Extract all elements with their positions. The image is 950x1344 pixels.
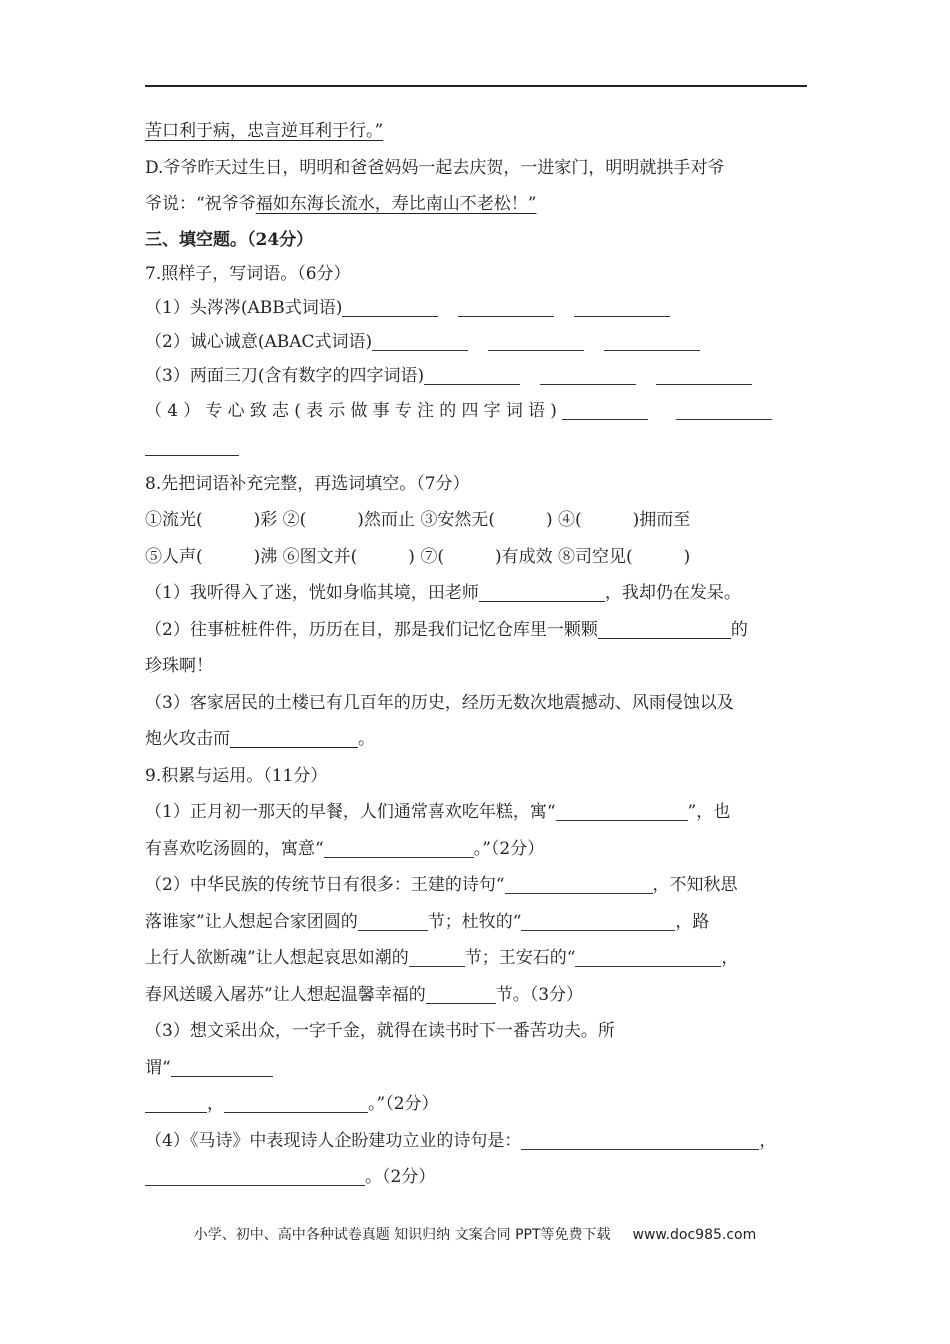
question-7-4: （4）专心致志(表示做事专注的四字词语): [145, 393, 810, 430]
question-7-4-continued: [145, 429, 810, 466]
question-9-3-continued-2: ， 。”（2分）: [145, 1086, 810, 1123]
answer-blank[interactable]: [145, 1094, 207, 1113]
answer-blank[interactable]: [488, 332, 584, 351]
question-9-1-continued: 有喜欢吃汤圆的，寓意“ 。”（2分）: [145, 838, 545, 859]
question-9: 9.积累与运用。（11分）: [145, 765, 328, 786]
question-8-1: （1）我听得入了迷，恍如身临其境，田老师 ，我却仍在发呆。: [145, 583, 741, 603]
answer-blank[interactable]: [604, 332, 700, 351]
question-9-2-continued-3: 春风送暖入屠苏”让人想起温馨幸福的 节。（3分）: [145, 984, 584, 1005]
question-7-1: （1）头涔涔(ABB式词语): [145, 291, 810, 325]
option-c-continued: 苦口利于病，忠言逆耳利于行。”: [145, 121, 384, 141]
answer-blank[interactable]: [171, 1058, 273, 1077]
answer-blank[interactable]: [479, 583, 605, 602]
footer-text: 小学、初中、高中各种试卷真题 知识归纳 文案合同 PPT等免费下载: [193, 1227, 611, 1243]
question-8: 8.先把词语补充完整，再选词填空。（7分）: [145, 473, 470, 494]
answer-blank[interactable]: [145, 437, 239, 456]
option-d: D.爷爷昨天过生日，明明和爸爸妈妈一起去庆贺，一进家门，明明就拱手对爷: [145, 157, 725, 178]
question-8-2: （2）往事桩桩件件，历历在目，那是我们记忆仓库里一颗颗 的: [145, 619, 748, 640]
answer-blank[interactable]: [372, 332, 468, 351]
header-rule: [145, 85, 807, 87]
answer-blank[interactable]: [426, 985, 496, 1004]
question-8-words-row-1: ①流光( )彩 ②( )然而止 ③安然无( ) ④( )拥而至: [145, 510, 691, 530]
answer-blank[interactable]: [358, 912, 428, 931]
answer-blank[interactable]: [562, 401, 648, 420]
answer-blank[interactable]: [575, 948, 721, 967]
question-9-3-continued-1: 谓“: [145, 1050, 810, 1087]
question-9-1: （1）正月初一那天的早餐，人们通常喜欢吃年糕，寓“ ”，也: [145, 802, 731, 822]
question-8-3: （3）客家居民的土楼已有几百年的历史，经历无数次地震撼动、风雨侵蚀以及: [145, 692, 734, 713]
footer-url[interactable]: www.doc985.com: [632, 1227, 757, 1243]
question-8-2-continued: 珍珠啊！: [145, 656, 213, 676]
answer-blank[interactable]: [230, 729, 358, 748]
answer-blank[interactable]: [656, 366, 752, 385]
question-7-3: （3）两面三刀(含有数字的四字词语): [145, 359, 810, 393]
answer-blank[interactable]: [556, 802, 688, 821]
answer-blank[interactable]: [224, 1094, 368, 1113]
answer-blank[interactable]: [598, 620, 731, 639]
question-9-4-continued: 。（2分）: [145, 1159, 810, 1196]
question-8-3-continued: 炮火攻击而 。: [145, 729, 375, 749]
option-d-continued: 爷说：“祝爷爷福如东海长流水，寿比南山不老松！”: [145, 194, 537, 214]
answer-blank[interactable]: [145, 1167, 365, 1186]
answer-blank[interactable]: [521, 1131, 759, 1150]
answer-blank[interactable]: [574, 298, 670, 317]
answer-blank[interactable]: [676, 401, 772, 420]
answer-blank[interactable]: [342, 298, 438, 317]
question-9-2-continued-1: 落谁家”让人想起合家团圆的 节；杜牧的“ ，路: [145, 911, 710, 932]
answer-blank[interactable]: [540, 366, 636, 385]
answer-blank[interactable]: [505, 875, 653, 894]
exam-content: [145, 113, 810, 1196]
question-7: 7.照样子，写词语。（6分）: [145, 263, 351, 284]
question-9-2: （2）中华民族的传统节日有很多：王建的诗句“ ，不知秋思: [145, 875, 738, 895]
answer-blank[interactable]: [409, 948, 465, 967]
answer-blank[interactable]: [324, 839, 474, 858]
question-9-3: （3）想文采出众，一字千金，就得在读书时下一番苦功夫。所: [145, 1021, 615, 1041]
section-3-heading: 三、填空题。（24分）: [145, 229, 314, 250]
page-footer: [0, 1224, 950, 1244]
question-7-2: （2）诚心诚意(ABAC式词语): [145, 325, 810, 359]
answer-blank[interactable]: [458, 298, 554, 317]
question-9-2-continued-2: 上行人欲断魂”让人想起哀思如潮的 节；王安石的“ ，: [145, 948, 739, 968]
question-8-words-row-2: ⑤人声( )沸 ⑥图文并( ) ⑦( )有成效 ⑧司空见( ): [145, 546, 691, 567]
answer-blank[interactable]: [424, 366, 520, 385]
answer-blank[interactable]: [521, 912, 675, 931]
question-9-4: （4）《马诗》中表现诗人企盼建功立业的诗句是： ，: [145, 1130, 777, 1151]
